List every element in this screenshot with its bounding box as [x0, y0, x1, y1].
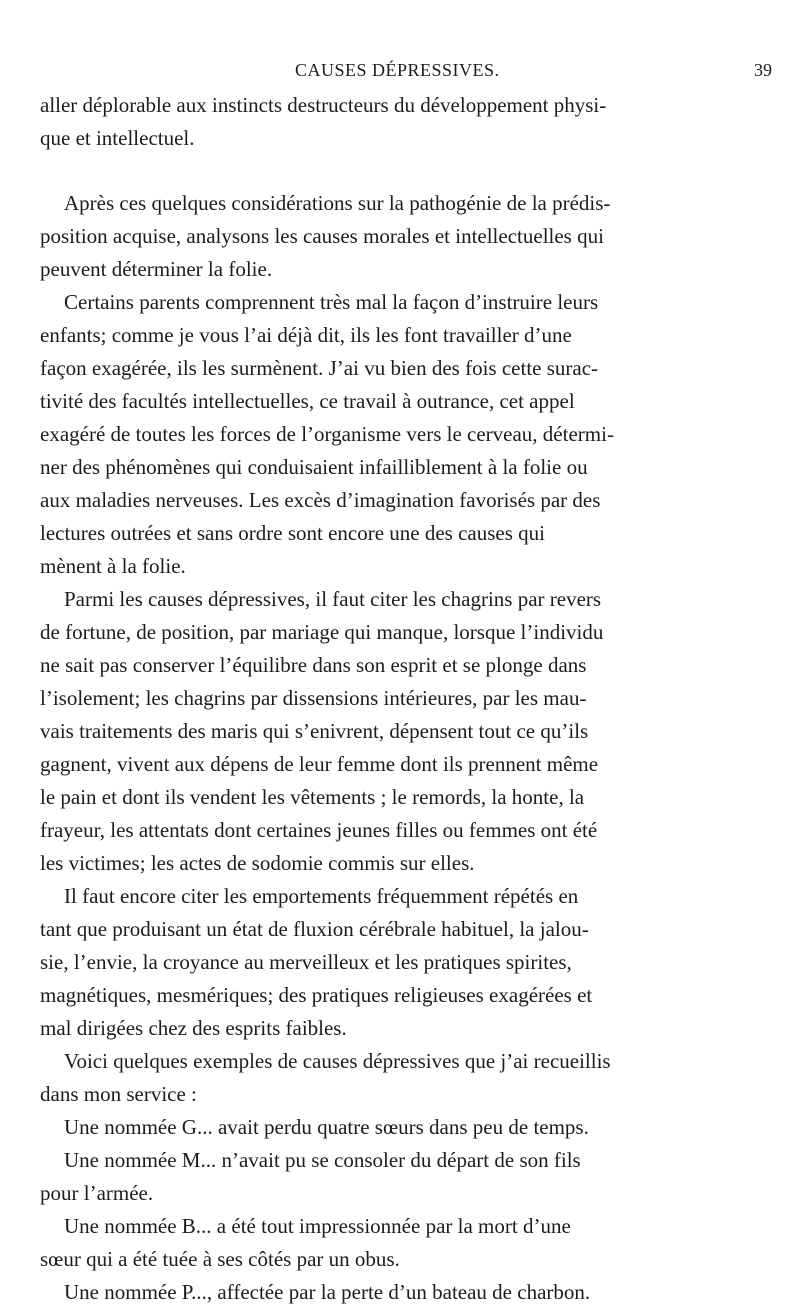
text-line: Parmi les causes dépressives, il faut citer les chagrins par revers — [64, 587, 602, 611]
text-line: lectures outrées et sans ordre sont encore une des causes qui — [40, 521, 545, 545]
text-line: peuvent déterminer la folie. — [40, 257, 273, 281]
text-line: magnétiques, mesmériques; des pratiques religieuses exagérées et — [40, 983, 593, 1007]
text-line: position acquise, analysons les causes morales et intellectuelles qui — [40, 224, 604, 248]
text-line: sie, l’envie, la croyance au merveilleux et les pratiques spirites, — [40, 950, 572, 974]
text-line: façon exagérée, ils les surmènent. J’ai vu bien des fois cette surac- — [40, 356, 599, 380]
text-line: les victimes; les actes de sodomie commis sur elles. — [40, 851, 475, 875]
text-line: Voici quelques exemples de causes dépressives que j’ai recueillis — [64, 1049, 611, 1073]
text-line: frayeur, les attentats dont certaines jeunes filles ou femmes ont été — [40, 818, 598, 842]
text-line: tivité des facultés intellectuelles, ce travail à outrance, cet appel — [40, 389, 575, 413]
text-line: mal dirigées chez des esprits faibles. — [40, 1016, 347, 1040]
text-line: Une nommée B... a été tout impressionnée par la mort d’une — [64, 1214, 571, 1238]
text-line: gagnent, vivent aux dépens de leur femme dont ils prennent même — [40, 752, 599, 776]
page-number: 39 — [754, 60, 772, 80]
text-line: aller déplorable aux instincts destructeurs du développement physi- — [40, 93, 607, 117]
text-line: tant que produisant un état de fluxion cérébrale habituel, la jalou- — [40, 917, 589, 941]
text-line: sœur qui a été tuée à ses côtés par un obus. — [40, 1247, 400, 1271]
text-line: enfants; comme je vous l’ai déjà dit, ils les font travailler d’une — [40, 323, 572, 347]
text-line: l’isolement; les chagrins par dissensions intérieures, par les mau- — [40, 686, 587, 710]
text-line: que et intellectuel. — [40, 126, 195, 150]
running-title: CAUSES DÉPRESSIVES. — [295, 60, 500, 80]
text-line: Une nommée P..., affectée par la perte d’un bateau de charbon. — [64, 1280, 591, 1304]
text-line: pour l’armée. — [40, 1181, 154, 1205]
text-line: dans mon service : — [40, 1082, 197, 1106]
text-line: Une nommée M... n’avait pu se consoler du départ de son fils — [64, 1148, 581, 1172]
body-text — [40, 89, 800, 1309]
paragraph-gap — [40, 155, 800, 187]
text-line: vais traitements des maris qui s’enivrent, dépensent tout ce qu’ils — [40, 719, 589, 743]
text-line: exagéré de toutes les forces de l’organisme vers le cerveau, détermi- — [40, 422, 614, 446]
text-line: mènent à la folie. — [40, 554, 186, 578]
text-line: ne sait pas conserver l’équilibre dans son esprit et se plonge dans — [40, 653, 587, 677]
text-line: Une nommée G... avait perdu quatre sœurs dans peu de temps. — [64, 1115, 589, 1139]
text-line: le pain et dont ils vendent les vêtements ; le remords, la honte, la — [40, 785, 585, 809]
text-line: Il faut encore citer les emportements fréquemment répétés en — [64, 884, 579, 908]
text-line: aux maladies nerveuses. Les excès d’imagination favorisés par des — [40, 488, 601, 512]
text-line: Après ces quelques considérations sur la pathogénie de la prédis- — [64, 191, 611, 215]
text-line: Certains parents comprennent très mal la façon d’instruire leurs — [64, 290, 599, 314]
text-line: de fortune, de position, par mariage qui manque, lorsque l’individu — [40, 620, 604, 644]
text-line: ner des phénomènes qui conduisaient infailliblement à la folie ou — [40, 455, 588, 479]
